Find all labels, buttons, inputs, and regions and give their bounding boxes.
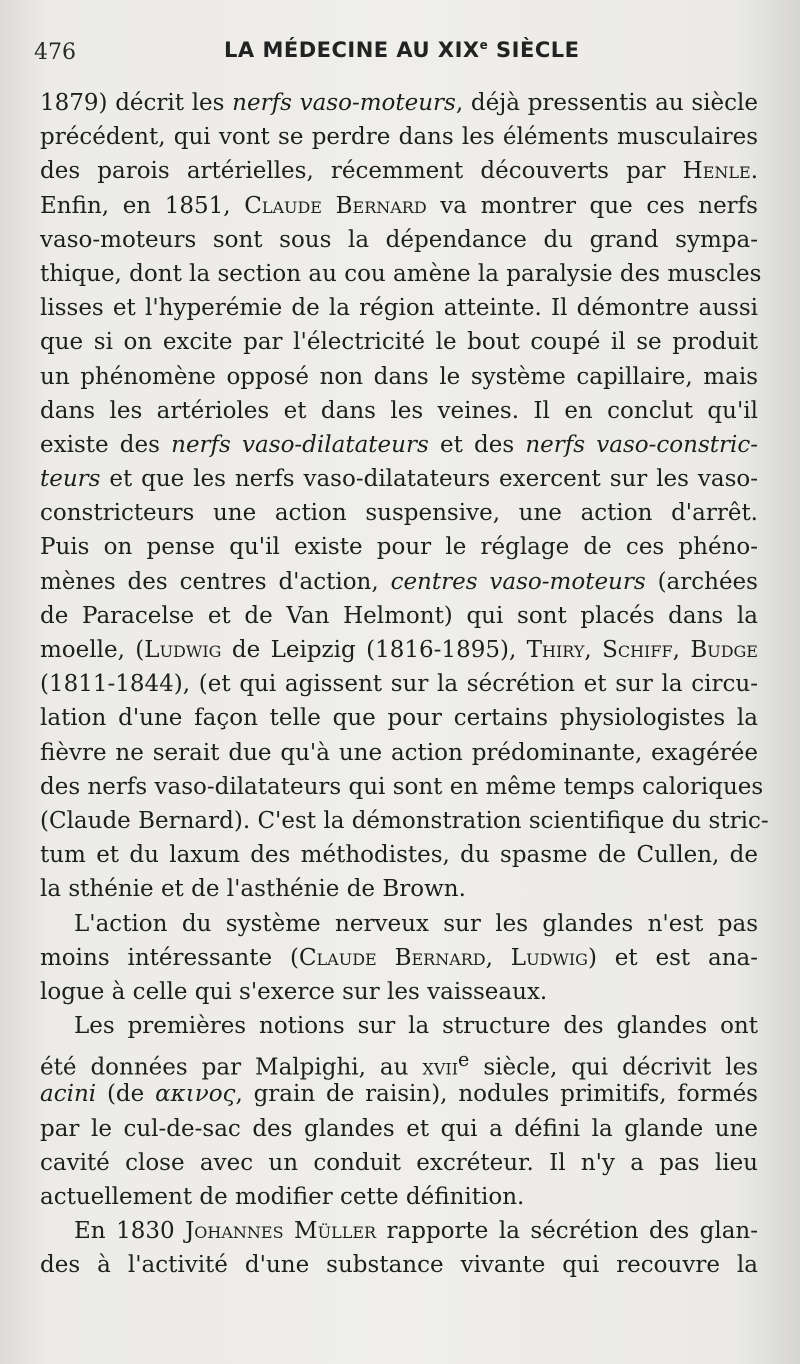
text-run: Budge — [690, 637, 758, 663]
text-run: nerfs vaso-constric- — [525, 431, 758, 458]
text-line — [40, 189, 758, 223]
text-run: siècle, qui décrivit les — [469, 1054, 759, 1081]
text-run: constricteurs une action suspensive, une action d'arrêt. — [40, 500, 758, 527]
text-line — [40, 565, 758, 599]
text-run: (de — [96, 1081, 156, 1108]
text-run: nerfs vaso-moteurs — [232, 90, 456, 116]
text-run: logue à celle qui s'exerce sur les vaisseaux. — [40, 978, 548, 1005]
text-line — [40, 223, 758, 257]
text-line — [40, 701, 758, 735]
text-line — [40, 599, 758, 633]
text-line — [40, 462, 758, 496]
text-run: moelle, ( — [40, 637, 145, 663]
text-run: teurs — [40, 466, 101, 493]
text-line — [40, 325, 758, 359]
text-line — [40, 1146, 758, 1180]
text-line — [40, 770, 764, 804]
text-run: Schiff — [602, 637, 673, 663]
text-run: , grain de raisin), nodules primitifs, formés — [235, 1081, 758, 1108]
text-run: fièvre ne serait due qu'à une action prédominante, exagérée — [40, 739, 758, 766]
text-run: Les premières notions sur la structure des glandes ont — [74, 1013, 758, 1040]
text-run: et que les nerfs vaso-dilatateurs exercent sur les vaso- — [100, 466, 758, 493]
text-run: Thiry — [526, 637, 585, 663]
text-run: L'action du système nerveux sur les glandes n'est pas — [74, 910, 758, 937]
text-line — [40, 428, 758, 462]
text-run: Claude Bernard — [298, 944, 486, 971]
text-line — [40, 941, 758, 975]
text-run: par le cul-de-sac des glandes et qui a défini la glande une — [40, 1115, 758, 1142]
text-run: des nerfs vaso-dilatateurs qui sont en même temps caloriques — [40, 773, 764, 800]
text-run: Ludwig — [144, 637, 222, 663]
text-line — [40, 975, 758, 1009]
text-run: lisses et l'hyperémie de la région atteinte. Il démontre aussi — [40, 295, 758, 322]
text-run: et des — [428, 431, 526, 458]
text-line — [40, 872, 758, 906]
text-run: (1811-1844), (et qui agissent sur la sécrétion et sur la circu- — [40, 671, 758, 698]
text-run: e — [458, 1048, 470, 1072]
text-run: de Paracelse et de Van Helmont) qui sont placés dans la — [40, 602, 758, 629]
text-line — [40, 394, 758, 428]
text-run: Puis on pense qu'il existe pour le réglage de ces phéno- — [40, 534, 758, 561]
text-run: Claude Bernard — [244, 192, 427, 219]
running-title-end: SIÈCLE — [488, 38, 580, 62]
text-run: dans les artérioles et dans les veines. Il en conclut qu'il — [40, 397, 758, 424]
text-run: nerfs vaso-dilatateurs — [171, 431, 429, 458]
text-run: ακινος — [155, 1081, 236, 1108]
text-run: En 1830 — [74, 1218, 186, 1245]
running-title-text: LA MÉDECINE AU XIX — [224, 38, 480, 62]
text-line — [40, 667, 758, 701]
text-line — [40, 736, 758, 770]
running-title — [224, 38, 579, 62]
text-run: , — [672, 637, 691, 663]
text-run: thique, dont la section au cou amène la paralysie des muscles — [40, 260, 762, 287]
text-run: actuellement de modifier cette définition. — [40, 1184, 525, 1210]
text-line — [40, 1009, 758, 1043]
text-run: de Leipzig (1816-1895), — [221, 637, 527, 663]
body-text — [40, 86, 769, 1283]
text-line — [40, 838, 758, 872]
page-number: 476 — [34, 40, 76, 65]
text-line — [40, 86, 758, 120]
text-run: existe des — [40, 431, 172, 458]
text-run: (archées — [645, 568, 758, 595]
text-line — [40, 360, 758, 394]
text-run: Enfin, en 1851, — [40, 192, 245, 219]
text-line — [40, 804, 769, 838]
text-line — [40, 1214, 758, 1248]
text-run: centres vaso-moteurs — [390, 568, 646, 595]
text-run: été données par Malpighi, au — [40, 1054, 423, 1081]
text-run: mènes des centres d'action, — [40, 568, 391, 595]
text-run: rapporte la sécrétion des glan- — [376, 1218, 758, 1245]
text-line — [40, 907, 758, 941]
text-run: lation d'une façon telle que pour certains physiologistes la — [40, 705, 758, 732]
text-run: vaso-moteurs sont sous la dépendance du grand sympa- — [40, 226, 758, 253]
text-run: Henle — [682, 158, 751, 185]
text-run: , — [584, 637, 603, 663]
text-run: Johannes Müller — [185, 1218, 377, 1245]
text-run: , — [485, 944, 511, 971]
text-line — [40, 1248, 758, 1282]
text-run: (Claude Bernard). C'est la démonstration scientifique du stric- — [40, 807, 769, 834]
text-run: . — [750, 158, 758, 185]
text-run: acini — [40, 1081, 97, 1108]
text-line — [40, 633, 758, 667]
text-run: des à l'activité d'une substance vivante qui recouvre la — [40, 1252, 758, 1279]
text-run: ) et est ana- — [587, 944, 758, 971]
text-run: que si on excite par l'électricité le bout coupé il se produit — [40, 329, 758, 356]
text-run: cavité close avec un conduit excréteur. Il n'y a pas lieu — [40, 1149, 758, 1176]
text-line — [40, 257, 762, 291]
text-run: des parois artérielles, récemment découverts par — [40, 158, 683, 185]
text-line — [40, 1112, 758, 1146]
text-run: tum et du laxum des méthodistes, du spasme de Cullen, de — [40, 842, 758, 869]
text-run: 1879) décrit les — [40, 90, 233, 116]
text-run: un phénomène opposé non dans le système capillaire, mais — [40, 363, 758, 390]
text-line — [40, 120, 758, 154]
text-line — [40, 1043, 759, 1081]
text-run: xvii — [422, 1054, 459, 1081]
text-line — [40, 1077, 758, 1111]
text-line — [40, 496, 758, 530]
running-title-superscript: e — [479, 38, 489, 52]
text-run: précédent, qui vont se perdre dans les éléments musculaires — [40, 124, 758, 151]
text-line — [40, 1180, 758, 1214]
text-run: , déjà pressentis au siècle — [455, 90, 758, 116]
page-header — [34, 34, 774, 70]
text-line — [40, 530, 758, 564]
text-run: Ludwig — [510, 944, 588, 971]
text-run: la sthénie et de l'asthénie de Brown. — [40, 876, 466, 903]
text-run: va montrer que ces nerfs — [426, 192, 758, 219]
text-line — [40, 154, 758, 188]
text-run: moins intéressante ( — [40, 944, 299, 971]
text-line — [40, 291, 758, 325]
